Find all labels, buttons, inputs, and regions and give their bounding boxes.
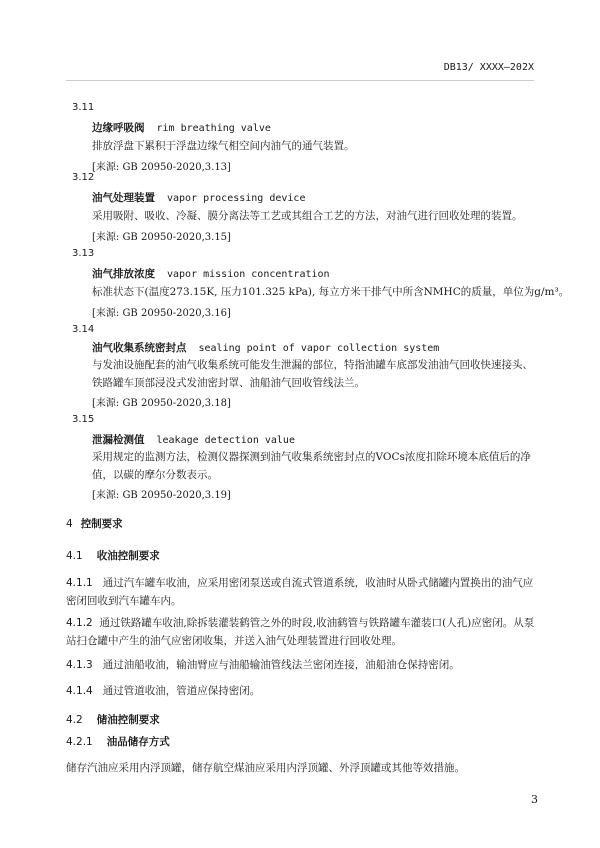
chapter-number: 4 bbox=[66, 518, 73, 530]
term-en: vapor processing device bbox=[167, 193, 306, 204]
term-title bbox=[92, 340, 439, 355]
chapter-heading bbox=[66, 516, 123, 531]
term-source: [来源: GB 20950-2020,3.16] bbox=[92, 308, 231, 319]
term-title bbox=[92, 266, 330, 281]
chapter-title: 控制要求 bbox=[80, 518, 123, 530]
term-zh: 油气排放浓度 bbox=[92, 268, 155, 280]
clause-4-1-3 bbox=[66, 656, 536, 674]
term-en: vapor mission concentration bbox=[167, 269, 330, 280]
term-en: rim breathing valve bbox=[156, 123, 271, 134]
doc-code-header: DB13/ XXXX—202X bbox=[443, 62, 534, 73]
clause-number: 4.1.3 bbox=[66, 659, 93, 671]
term-definition: 采用规定的监测方法，检测仪器探测到油气收集系统密封点的VOCs浓度扣除环境本底值后的净值，以碳的摩尔分数表示。 bbox=[92, 451, 531, 481]
term-number: 3.11 bbox=[72, 102, 95, 113]
paragraph-4-2-1: 储存汽油应采用内浮顶罐，储存航空煤油应采用内浮顶罐、外浮顶罐或其他等效措施。 bbox=[66, 762, 465, 774]
section-heading bbox=[66, 712, 160, 727]
term-title bbox=[92, 190, 305, 205]
term-zh: 油气收集系统密封点 bbox=[92, 342, 187, 354]
term-zh: 边缘呼吸阀 bbox=[92, 122, 145, 134]
term-en: sealing point of vapor collection system bbox=[198, 343, 440, 354]
term-title bbox=[92, 120, 271, 135]
clause-4-1-2 bbox=[66, 614, 536, 650]
term-zh: 泄漏检测值 bbox=[92, 434, 145, 446]
clause-4-1-4 bbox=[66, 682, 536, 700]
term-number: 3.12 bbox=[72, 172, 95, 183]
term-number: 3.14 bbox=[72, 324, 95, 335]
clause-text: 通过管道收油，管道应保持密闭。 bbox=[102, 685, 261, 697]
page-number: 3 bbox=[531, 793, 538, 806]
term-number: 3.13 bbox=[72, 248, 95, 259]
term-definition: 采用吸附、吸收、冷凝、膜分离法等工艺或其组合工艺的方法，对油气进行回收处理的装置。 bbox=[92, 210, 523, 222]
term-source: [来源: GB 20950-2020,3.13] bbox=[92, 162, 231, 173]
section-number: 4.1 bbox=[66, 550, 83, 562]
section-title: 收油控制要求 bbox=[96, 550, 160, 562]
subsection-number: 4.2.1 bbox=[66, 736, 93, 748]
term-source: [来源: GB 20950-2020,3.19] bbox=[92, 490, 231, 501]
clause-text: 通过汽车罐车收油，应采用密闭泵送或自流式管道系统，收油时从卧式储罐内置换出的油气应密闭回收到汽车罐车内。 bbox=[66, 577, 534, 607]
clause-number: 4.1.4 bbox=[66, 685, 93, 697]
subsection-heading bbox=[66, 734, 170, 749]
term-title bbox=[92, 432, 295, 447]
section-heading bbox=[66, 548, 160, 563]
clause-number: 4.1.2 bbox=[66, 617, 93, 629]
term-en: leakage detection value bbox=[156, 435, 295, 446]
clause-text: 通过铁路罐车收油,除拆装灌装鹤管之外的时段,收油鹤管与铁路罐车灌装口(人孔)应密闭。从泵站扫仓罐中产生的油气应密闭收集，并送入油气处理装置进行回收处理。 bbox=[66, 617, 535, 647]
term-definition: 标准状态下(温度273.15K, 压力101.325 kPa), 每立方米干排气中所含NMHC的质量，单位为g/m³。 bbox=[92, 286, 570, 298]
term-zh: 油气处理装置 bbox=[92, 192, 155, 204]
term-definition: 与发油设施配套的油气收集系统可能发生泄漏的部位，特指油罐车底部发油油气回收快速接头、铁路罐车顶部浸没式发油密封罩、油船油气回收管线法兰。 bbox=[92, 359, 533, 389]
term-definition: 排放浮盘下累积于浮盘边缘气相空间内油气的通气装置。 bbox=[92, 140, 355, 152]
section-title: 储油控制要求 bbox=[96, 714, 160, 726]
clause-text: 通过油船收油，输油臂应与油船输油管线法兰密闭连接，油船油仓保持密闭。 bbox=[102, 659, 460, 671]
header-rule bbox=[66, 80, 534, 81]
clause-number: 4.1.1 bbox=[66, 577, 93, 589]
section-number: 4.2 bbox=[66, 714, 83, 726]
term-number: 3.15 bbox=[72, 414, 95, 425]
clause-4-1-1 bbox=[66, 574, 536, 610]
term-source: [来源: GB 20950-2020,3.18] bbox=[92, 398, 231, 409]
term-source: [来源: GB 20950-2020,3.15] bbox=[92, 232, 231, 243]
subsection-title: 油品储存方式 bbox=[106, 736, 170, 748]
